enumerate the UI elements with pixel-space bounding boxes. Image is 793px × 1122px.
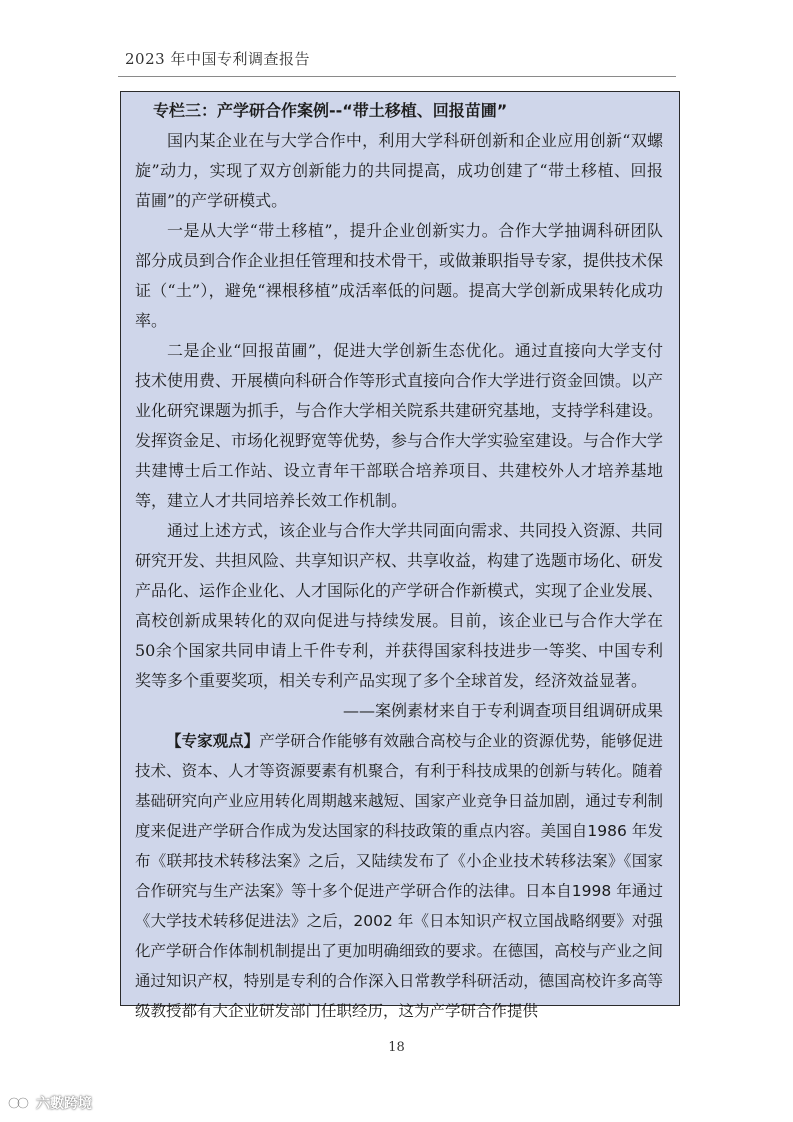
case-paragraph: 一是从大学“带土移植”，提升企业创新实力。合作大学抽调科研团队部分成员到合作企业担任管理和技术骨干，或做兼职指导专家，提供技术保证（“土”），避免“裸根移植”成活率低的问题。提高大学创新成果转化成功率。 — [135, 221, 664, 330]
watermark-text: 六數跨境 — [36, 1096, 92, 1112]
page-number: 18 — [388, 1040, 405, 1055]
running-header: 2023 年中国专利调查报告 — [125, 50, 310, 68]
case-study-content — [135, 96, 663, 1026]
brand-logo-icon — [8, 1094, 30, 1112]
expert-opinion-label: 【专家观点】 — [166, 732, 260, 750]
expert-opinion — [135, 726, 663, 1026]
case-source-note: ——案例素材来自于专利调查项目组调研成果 — [342, 701, 663, 720]
expert-opinion-text: 产学研合作能够有效融合高校与企业的资源优势，能够促进技术、资本、人才等资源要素有机聚合，有利于科技成果的创新与转化。随着基础研究向产业应用转化周期越来越短、国家产业竞争日益加剧，通过专利制度来促进产学研合作成为发达国家的科技政策的重点内容。美国自1986 年发布《联邦技术转移法案》之后，又陆续发布了《小企业技术转移法案》《国家合作研究与生产法案》等十多个促进产学研合作的法律。日本自1998 年通过《大学技术转移促进法》之后，2002 年《日本知识产权立国战略纲要》对强化产学研合作体制机制提出了更加明确细致的要求。在德国，高校与产业之间通过知识产权，特别是专利的合作深入日常教学科研活动，德国高校许多高等级教授都有大企业研发部门任职经历，这为产学研合作提供 — [135, 732, 663, 1020]
case-paragraph: 通过上述方式，该企业与合作大学共同面向需求、共同投入资源、共同研究开发、共担风险、共享知识产权、共享收益，构建了选题市场化、研发产品化、运作企业化、人才国际化的产学研合作新模式，实现了企业发展、高校创新成果转化的双向促进与持续发展。目前，该企业已与合作大学在 50余个国家共同申请上千件专利，并获得国家科技进步一等奖、中国专利奖等多个重要奖项，相关专利产品实现了多个全球首发，经济效益显著。 — [135, 521, 664, 690]
watermark — [8, 1092, 92, 1114]
case-study-title: 专栏三：产学研合作案例--“带土移植、回报苗圃” — [153, 101, 508, 120]
header-divider — [118, 76, 676, 77]
case-paragraph: 二是企业“回报苗圃”，促进大学创新生态优化。通过直接向大学支付技术使用费、开展横向科研合作等形式直接向合作大学进行资金回馈。以产业化研究课题为抓手，与合作大学相关院系共建研究基地，支持学科建设。发挥资金足、市场化视野宽等优势，参与合作大学实验室建设。与合作大学共建博士后工作站、设立青年干部联合培养项目、共建校外人才培养基地等，建立人才共同培养长效工作机制。 — [135, 341, 664, 510]
case-paragraph: 国内某企业在与大学合作中，利用大学科研创新和企业应用创新“双螺旋”动力，实现了双方创新能力的共同提高，成功创建了“带土移植、回报苗圃”的产学研模式。 — [135, 131, 663, 210]
case-study-box — [120, 91, 680, 1020]
